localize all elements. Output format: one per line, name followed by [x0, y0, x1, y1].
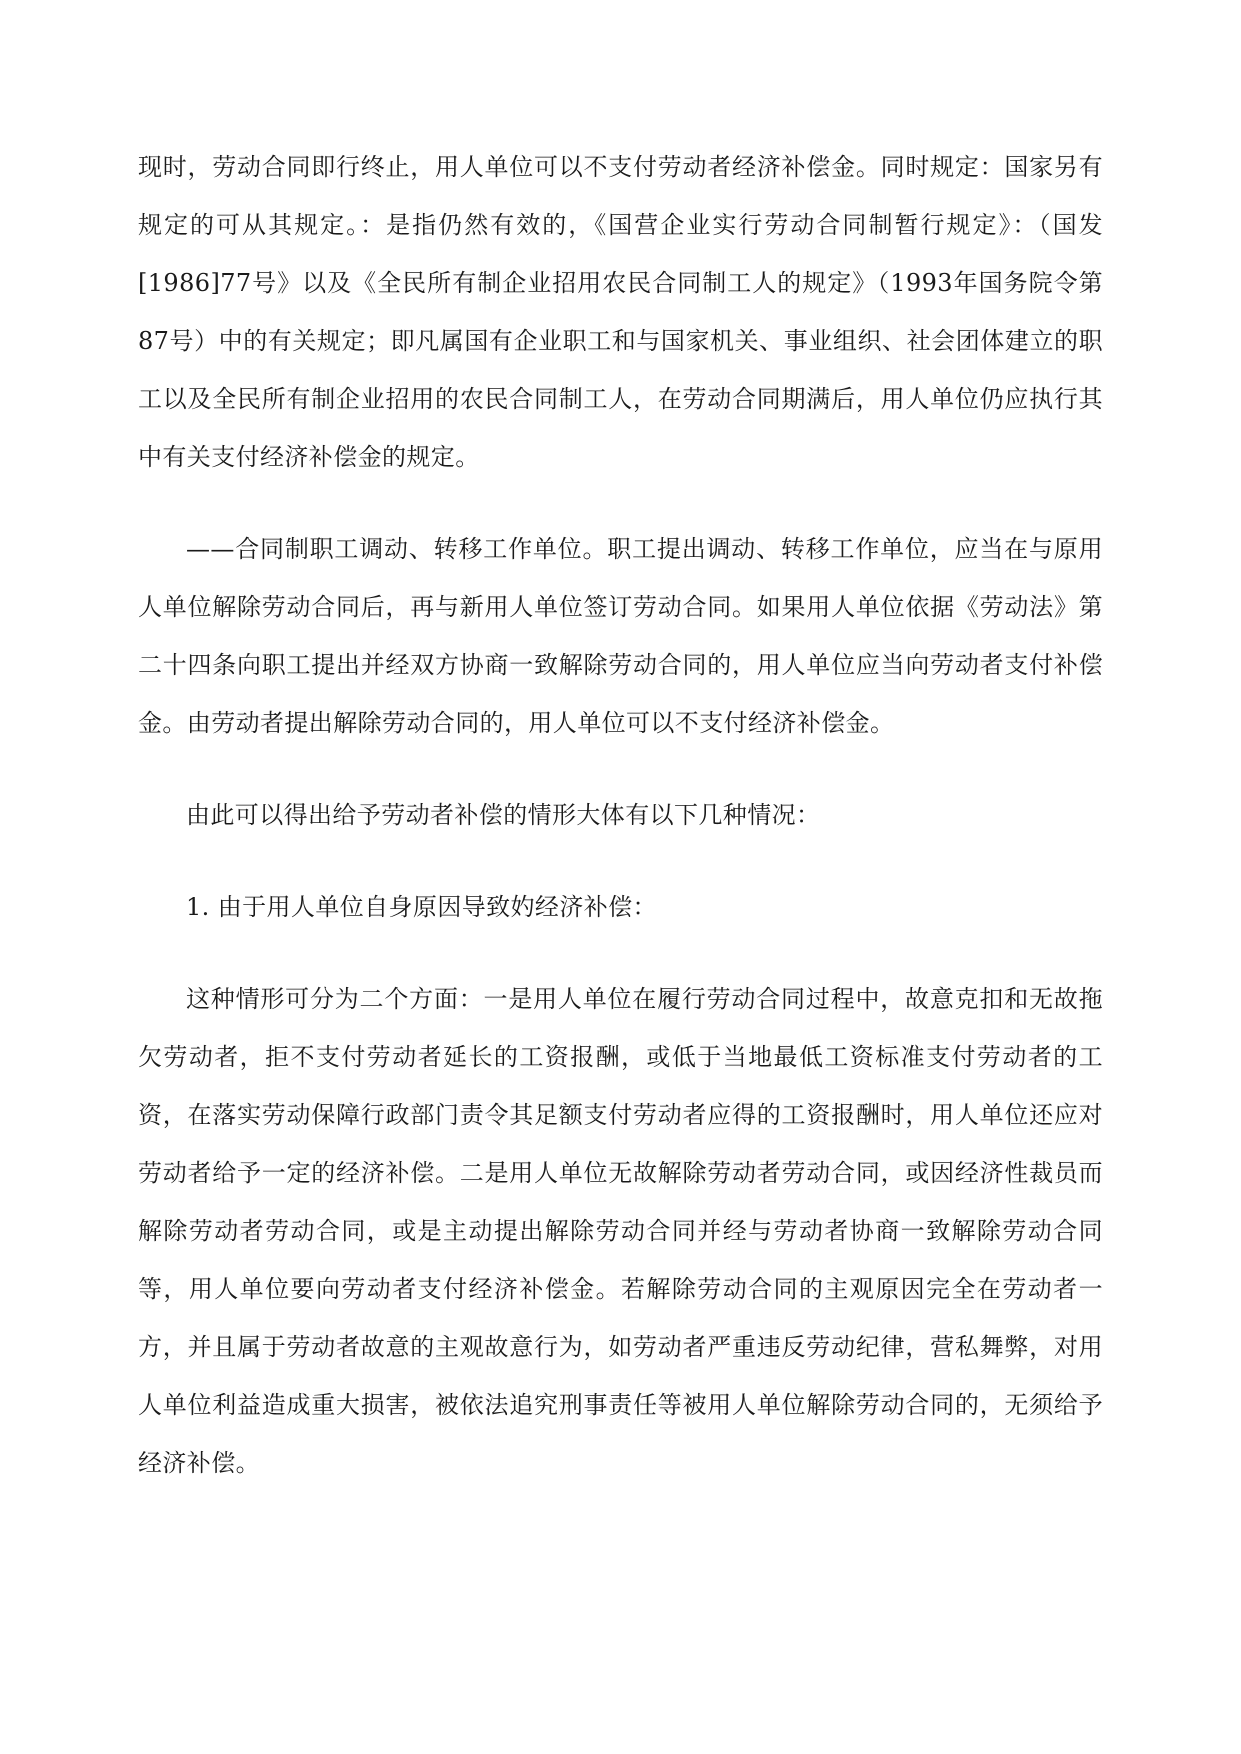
- paragraph-employer-reasons: 这种情形可分为二个方面：一是用人单位在履行劳动合同过程中，故意克扣和无故拖欠劳动者，拒不支付劳动者延长的工资报酬，或低于当地最低工资标准支付劳动者的工资，在落实劳动保障行政部门责令其足额支付劳动者应得的工资报酬时，用人单位还应对劳动者给予一定的经济补偿。二是用人单位无故解除劳动者劳动合同，或因经济性裁员而解除劳动者劳动合同，或是主动提出解除劳动合同并经与劳动者协商一致解除劳动合同等，用人单位要向劳动者支付经济补偿金。若解除劳动合同的主观原因完全在劳动者一方，并且属于劳动者故意的主观故意行为，如劳动者严重违反劳动纪律，营私舞弊，对用人单位利益造成重大损害，被依法追究刑事责任等被用人单位解除劳动合同的，无须给予经济补偿。: [138, 985, 1103, 1477]
- paragraph-contract-transfer: ——合同制职工调动、转移工作单位。职工提出调动、转移工作单位，应当在与原用人单位解除劳动合同后，再与新用人单位签订劳动合同。如果用人单位依据《劳动法》第二十四条向职工提出并经双方协商一致解除劳动合同的，用人单位应当向劳动者支付补偿金。由劳动者提出解除劳动合同的，用人单位可以不支付经济补偿金。: [138, 535, 1103, 737]
- paragraph-continuation: 现时，劳动合同即行终止，用人单位可以不支付劳动者经济补偿金。同时规定：国家另有规定的可从其规定。：是指仍然有效的，《国营企业实行劳动合同制暂行规定》：（国发[1986]77号》以及《全民所有制企业招用农民合同制工人的规定》（1993年国务院令第87号）中的有关规定；即凡属国有企业职工和与国家机关、事业组织、社会团体建立的职工以及全民所有制企业招用的农民合同制工人，在劳动合同期满后，用人单位仍应执行其中有关支付经济补偿金的规定。: [138, 153, 1103, 471]
- paragraph-summary-intro: 由此可以得出给予劳动者补偿的情形大体有以下几种情况：: [186, 801, 821, 829]
- document-body: [138, 138, 1103, 1492]
- paragraph-heading-1: 1. 由于用人单位自身原因导致妁经济补偿：: [186, 893, 657, 921]
